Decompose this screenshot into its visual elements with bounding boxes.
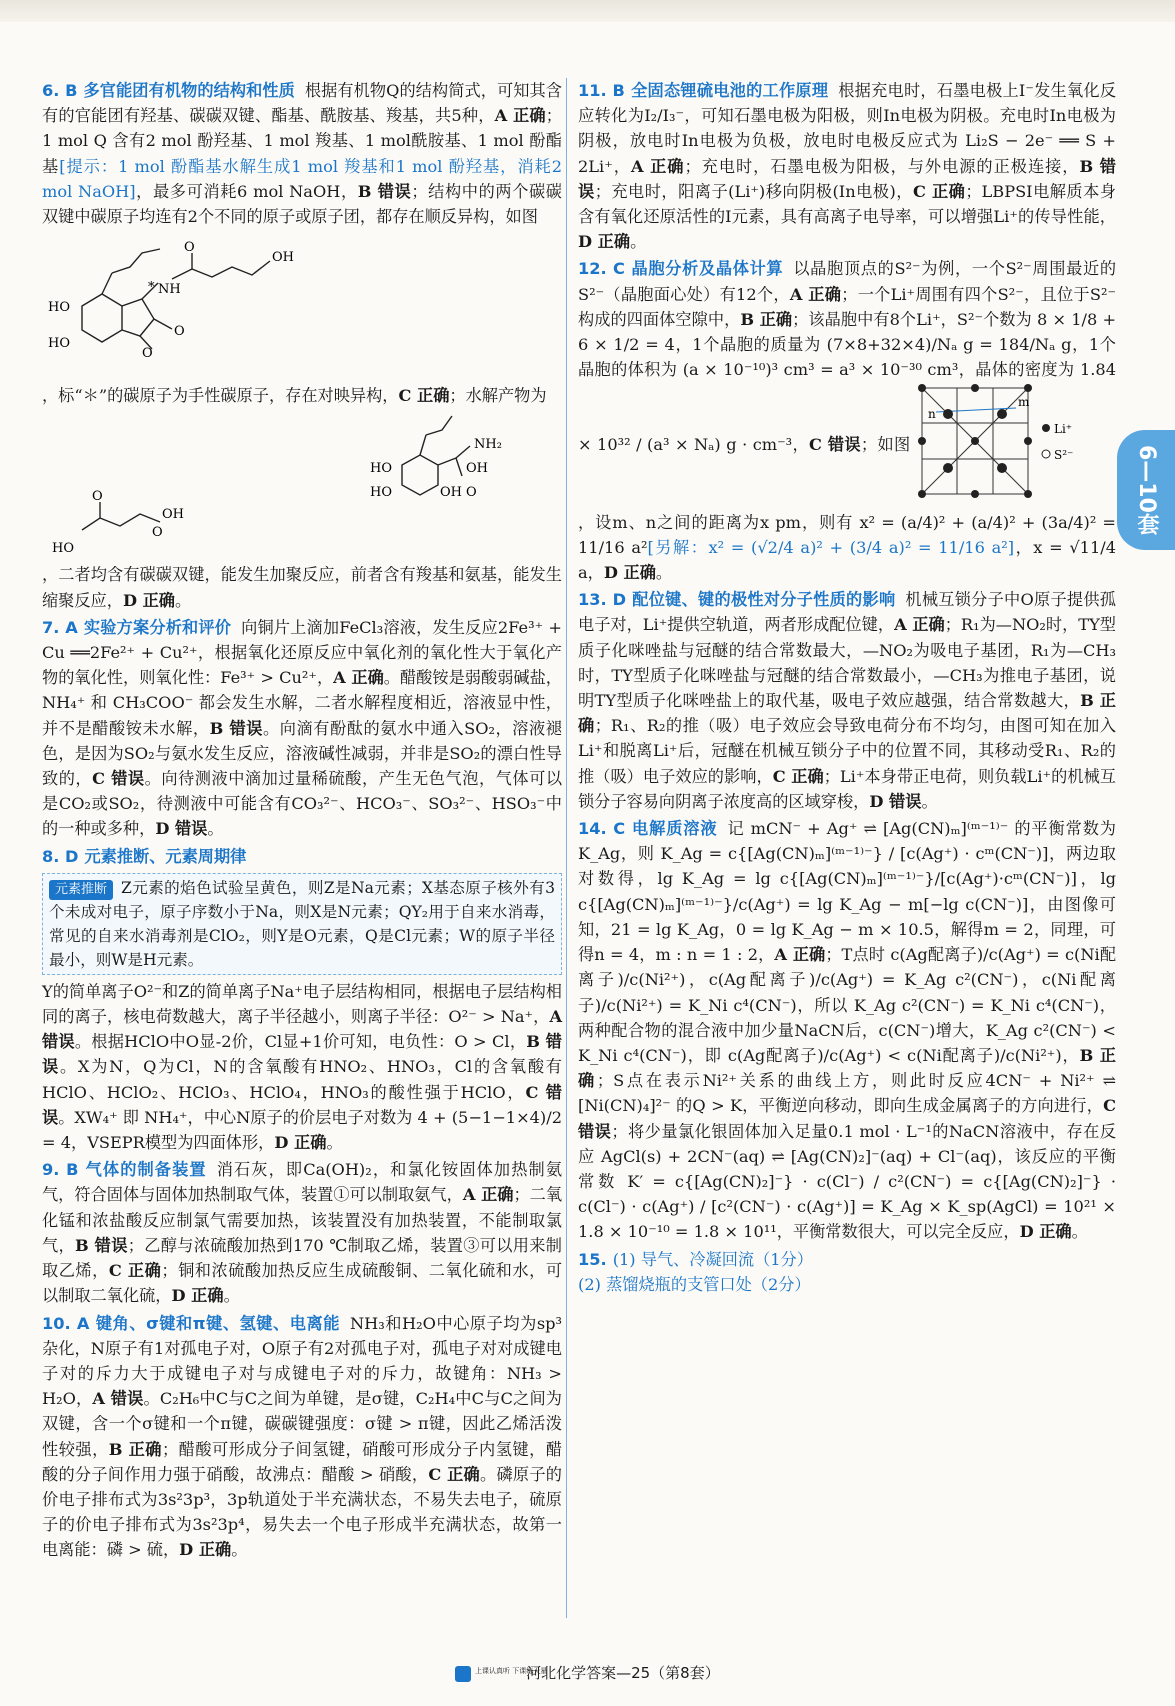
right-column <box>578 78 1116 1299</box>
column-divider <box>566 78 567 1618</box>
structure-hydrolysis-products <box>42 410 562 560</box>
question-topic: 晶胞分析及晶体计算 <box>630 259 784 279</box>
question-number: 13. D <box>578 590 627 610</box>
question-9: 9. B 气体的制备装置 消石灰，即Ca(OH)₂，和氯化铵固体加热制氨气，符合固体与固体加热制取气体，装置①可以制取氨气，A 正确；二氧化锰和浓盐酸反应制氯气需要加热，该装置没有加热装置，不能制取氯气，B 错误；乙醇与浓硫酸加热到170 ℃制取乙烯，装置③可以用来制取乙烯，C 正确；铜和浓硫酸加热反应生成硫酸铜、二氧化硫和水，可以制取二氧化硫，D 正确。 <box>42 1160 563 1306</box>
question-topic: 气体的制备装置 <box>84 1160 207 1180</box>
svg-text:Li⁺: Li⁺ <box>1053 422 1073 437</box>
question-number: 9. B <box>42 1160 79 1180</box>
svg-text:上课认真听 下课练天星: 上课认真听 下课练天星 <box>475 1666 548 1675</box>
question-number: 8. D <box>42 846 79 866</box>
question-topic: 全固态锂硫电池的工作原理 <box>630 81 829 100</box>
question-11: 11. B 全固态锂硫电池的工作原理 根据充电时，石墨电极上I⁻发生氧化反应转化为I₂/I₃⁻，可知石墨电极为阳极，则In电极为阴极。充电时In电极为阴极，放电时In电极为负极，放电时电极反应式为 Li₂S − 2e⁻ ══ S + 2Li⁺，A 正确；充电时，石墨电极为阳极，与外电源的正极连接，B 错误；充电时，阳离子(Li⁺)移向阴极(In电极)，C 正确；LBPSI电解质本身含有氧化还原活性的I元素，具有高离子电导率，可以增强Li⁺的传导性能，D 正确。 <box>578 81 1117 252</box>
svg-text:O: O <box>184 240 195 256</box>
svg-text:*: * <box>148 280 155 296</box>
svg-text:O: O <box>174 324 185 340</box>
question-number: 12. C <box>578 259 625 279</box>
svg-text:NH₂: NH₂ <box>474 437 502 453</box>
svg-text:OH: OH <box>162 507 184 523</box>
svg-text:m: m <box>1017 395 1030 410</box>
question-8-body: Y的简单离子O²⁻和Z的简单离子Na⁺电子层结构相同，根据电子层结构相同的离子，核电荷数越大，离子半径越小，则离子半径：O²⁻ > Na⁺，A 错误。根据HClO中O显-2价，Cl显+1价可知，电负性：O > Cl，B 错误。X为N，Q为Cl，N的含氧酸有HNO₂、HNO₃，Cl的含氧酸有HClO、HClO₂、HClO₃、HClO₄，HNO₃的酸性强于HClO，C 错误。XW₄⁺ 即 NH₄⁺，中心N原子的价层电子对数为 4 + (5−1−1×4)/2 = 4，VSEPR模型为四面体形，D 正确。 <box>42 981 562 1153</box>
svg-text:HO: HO <box>52 541 74 557</box>
brand-logo <box>455 1663 548 1685</box>
question-topic: 键角、σ键和π键、氢键、电离能 <box>95 1313 340 1333</box>
element-inference-box: 元素推断 Z元素的焰色试验呈黄色，则Z是Na元素；X基态原子核外有3个未成对电子，原子序数小于Na，则X是N元素；QY₂用于自来水消毒，常见的自来水消毒剂是ClO₂，则Y是O元素，Q是Cl元素；W的原子半径最小，则W是H元素。 <box>42 873 562 975</box>
svg-text:NH: NH <box>158 282 181 298</box>
question-12: 12. C 晶胞分析及晶体计算 以晶胞顶点的S²⁻为例，一个S²⁻周围最近的S²⁻（晶胞面心处）有12个，A 正确；一个Li⁺周围有四个S²⁻，且位于S²⁻构成的四面体空隙中，B 正确；该晶胞中有8个Li⁺，S²⁻个数为 8 × 1/8 + 6 × 1/2 = 4，1个晶胞的质量为 (7×8+32×4)/Nₐ g = 184/Nₐ g，1个晶胞的体积为 (a × 10⁻¹⁰)³ cm³ = a³ × 10⁻³⁰ cm³，晶体的密度为 1.84 × 10³² / (a³ × Nₐ) g · cm⁻³，C 错误；如图 n m Li⁺ S²⁻ ，设m、n之间的距离为x pm，则有 x² = (a/4)² + (a/4)² + (3a/4)² = 11/16 a²[另解：x² = (√2/4 a)² + (3/4 a)² = 11/16 a²]，x = √11/4 a，D 正确。 <box>578 259 1117 583</box>
svg-text:O: O <box>92 489 103 505</box>
question-14: 14. C 电解质溶液 记 mCN⁻ + Ag⁺ ⇌ [Ag(CN)ₘ]⁽ᵐ⁻¹⁾⁻ 的平衡常数为 K_Ag，则 K_Ag = c{[Ag(CN)ₘ]⁽ᵐ⁻¹⁾⁻} / [c(Ag⁺) · cᵐ(CN⁻)]，两边取对数得，lg K_Ag = lg c{[Ag(CN)ₘ]⁽ᵐ⁻¹⁾⁻}/[c(Ag⁺)·cᵐ(CN⁻)]，lg c{[Ag(CN)ₘ]⁽ᵐ⁻¹⁾⁻}/c(Ag⁺) = lg K_Ag − m[−lg c(CN⁻)]，由图像可知，21 = lg K_Ag，0 = lg K_Ag − m × 10.5，解得m = 2，同理，可得n = 4，m : n = 1 : 2，A 正确；T点时 c(Ag配离子)/c(Ag⁺) = c(Ni配离子)/c(Ni²⁺)，c(Ag配离子)/c(Ag⁺) = K_Ag c²(CN⁻)，c(Ni配离子)/c(Ni²⁺) = K_Ni c⁴(CN⁻)，所以 K_Ag c²(CN⁻) = K_Ni c⁴(CN⁻)，两种配合物的混合液中加少量NaCN后，c(CN⁻)增大，K_Ag c²(CN⁻) < K_Ni c⁴(CN⁻)，即 c(Ag配离子)/c(Ag⁺) < c(Ni配离子)/c(Ni²⁺)，B 正确；S点在表示Ni²⁺关系的曲线上方，则此时反应4CN⁻ + Ni²⁺ ⇌ [Ni(CN)₄]²⁻ 的Q > K，平衡逆向移动，即向生成金属离子的方向进行，C 错误；将少量氯化银固体加入足量0.1 mol · L⁻¹的NaCN溶液中，存在反应 AgCl(s) + 2CN⁻(aq) ⇌ [Ag(CN)₂]⁻(aq) + Cl⁻(aq)，该反应的平衡常数 K′ = c{[Ag(CN)₂]⁻} · c(Cl⁻) / c²(CN⁻) = c{[Ag(CN)₂]⁻} · c(Cl⁻) · c(Ag⁺) / [c²(CN⁻) · c(Ag⁺)] = K_Ag × K_sp(AgCl) = 10²¹ × 1.8 × 10⁻¹⁰ = 1.8 × 10¹¹，平衡常数很大，可以完全反应，D 正确。 <box>578 819 1117 1242</box>
svg-text:HO: HO <box>370 461 392 477</box>
question-number: 7. A <box>42 617 78 637</box>
question-10: 10. A 键角、σ键和π键、氢键、电离能 NH₃和H₂O中心原子均为sp³杂化，N原子有1对孤电子对，O原子有2对孤电子对，孤电子对对成键电子对的斥力大于成键电子对与成键电子对的斥力，故键角：NH₃ > H₂O，A 错误。C₂H₆中C与C之间为单键，是σ键，C₂H₄中C与C之间为双键，含一个σ键和一个π键，碳碳键强度：σ键 > π键，因此乙烯活泼性较强，B 正确；醋酸可形成分子间氢键，硝酸可形成分子内氢键，醋酸的分子间作用力强于硝酸，故沸点：醋酸 > 硝酸，C 正确。磷原子的价电子排布式为3s²3p³，3p轨道处于半充满状态，不易失去电子，硫原子的价电子排布式为3s²3p⁴，易失去一个电子形成半充满状态，故第一电离能：磷 > 硫，D 正确。 <box>42 1313 563 1560</box>
svg-text:O: O <box>142 346 153 362</box>
question-13: 13. D 配位键、键的极性对分子性质的影响 机械互锁分子中O原子提供孤电子对，Li⁺提供空轨道，两者形成配位键，A 正确；R₁为—NO₂时，TY型质子化咪唑盐与冠醚的结合常数最大，—NO₂为吸电子基团，R₁为—CH₃时，TY型质子化咪唑盐与冠醚的结合常数最小，—CH₃为推电子基团，说明TY型质子化咪唑盐上的取代基，吸电子效应越强，结合常数越大，B 正确；R₁、R₂的推（吸）电子效应会导致电荷分布不均匀，由图可知在加入Li⁺和脱离Li⁺后，冠醚在机械互锁分子中的位置不同，其移动受R₁、R₂的推（吸）电子效应的影响，C 正确；Li⁺本身带正电荷，则负载Li⁺的机械互锁分子容易向阴离子浓度高的区域穿梭，D 错误。 <box>578 590 1117 811</box>
question-topic: 元素推断、元素周期律 <box>84 846 247 866</box>
page-label: 河北化学答案—25（第8套） <box>526 1664 720 1682</box>
question-8 <box>42 844 562 869</box>
svg-text:HO: HO <box>48 336 70 352</box>
question-number: 11. B <box>578 81 625 100</box>
structure-q-molecule <box>42 231 562 381</box>
svg-text:OH: OH <box>440 485 462 501</box>
set-range-tab: 6—10套 <box>1117 430 1175 550</box>
svg-text:HO: HO <box>370 485 392 501</box>
question-6: 6. B 多官能团有机物的结构和性质 根据有机物Q的结构简式，可知其含有的官能团有羟基、碳碳双键、酯基、酰胺基、羧基，共5种，A 正确；1 mol Q 含有2 mol 酚羟基、1 mol 羧基、1 mol酰胺基、1 mol 酚酯基[提示：1 mol 酚酯基水解生成1 mol 羧基和1 mol 酚羟基，消耗2 mol NaOH]，最多可消耗6 mol NaOH，B 错误；结构中的两个碳碳双键中碳原子均连有2个不同的原子或原子团，都存在顺反异构，如图 HO HO NH * O O O OH ，标“＊”的碳原子为手性碳原子，存在对映异构，C 正确；水解产物为 NH₂ OH O HO HO OH OH O HO O ，二者均含有碳碳双键，能发生加聚反应，前者含有羧基和氨基，能发生缩聚反应，D 正确。 <box>42 81 563 610</box>
question-15: 15. (1) 导气、冷凝回流（1分） (2) 蒸馏烧瓶的支管口处（2分） <box>578 1249 813 1294</box>
question-7: 7. A 实验方案分析和评价 向铜片上滴加FeCl₃溶液，发生反应2Fe³⁺ + Cu ══2Fe²⁺ + Cu²⁺，根据氧化还原反应中氧化剂的氧化性大于氧化产物的氧化性，则氧化性：Fe³⁺ > Cu²⁺，A 正确。醋酸铵是弱酸弱碱盐，NH₄⁺ 和 CH₃COO⁻ 都会发生水解，二者水解程度相近，溶液显中性，并不是醋酸铵未水解，B 错误。向滴有酚酞的氨水中通入SO₂，溶液褪色，是因为SO₂与氨水发生反应，溶液碱性减弱，并非是SO₂的漂白性导致的，C 错误。向待测液中滴加过量稀硫酸，产生无色气泡，气体可以是CO₂或SO₂，待测液中可能含有CO₃²⁻、HCO₃⁻、SO₃²⁻、HSO₃⁻中的一种或多种，D 错误。 <box>42 617 563 839</box>
svg-text:S²⁻: S²⁻ <box>1053 448 1074 463</box>
question-number: 15. <box>578 1249 607 1269</box>
svg-text:n: n <box>927 407 936 422</box>
crystal-cell-figure <box>916 382 1116 509</box>
question-topic: 配位键、键的极性对分子性质的影响 <box>632 590 896 610</box>
question-topic: 多官能团有机物的结构和性质 <box>83 81 295 100</box>
hint: [另解：x² = (√2/4 a)² + (3/4 a)² = 11/16 a²] <box>647 537 1015 557</box>
svg-text:O: O <box>466 485 477 501</box>
svg-text:OH: OH <box>466 461 488 477</box>
question-topic: 电解质溶液 <box>631 819 718 839</box>
left-column <box>42 78 562 1565</box>
question-number: 10. A <box>42 1313 90 1333</box>
box-tag: 元素推断 <box>49 880 113 900</box>
top-edge <box>0 0 1175 22</box>
svg-text:HO: HO <box>48 300 70 316</box>
svg-text:O: O <box>152 525 163 541</box>
question-number: 6. B <box>42 81 78 100</box>
hint: [提示：1 mol 酚酯基水解生成1 mol 羧基和1 mol 酚羟基，消耗2 mol NaOH] <box>42 156 563 201</box>
page-footer <box>0 1662 1175 1685</box>
question-number: 14. C <box>578 819 626 839</box>
question-topic: 实验方案分析和评价 <box>83 617 232 637</box>
svg-text:OH: OH <box>272 250 294 266</box>
